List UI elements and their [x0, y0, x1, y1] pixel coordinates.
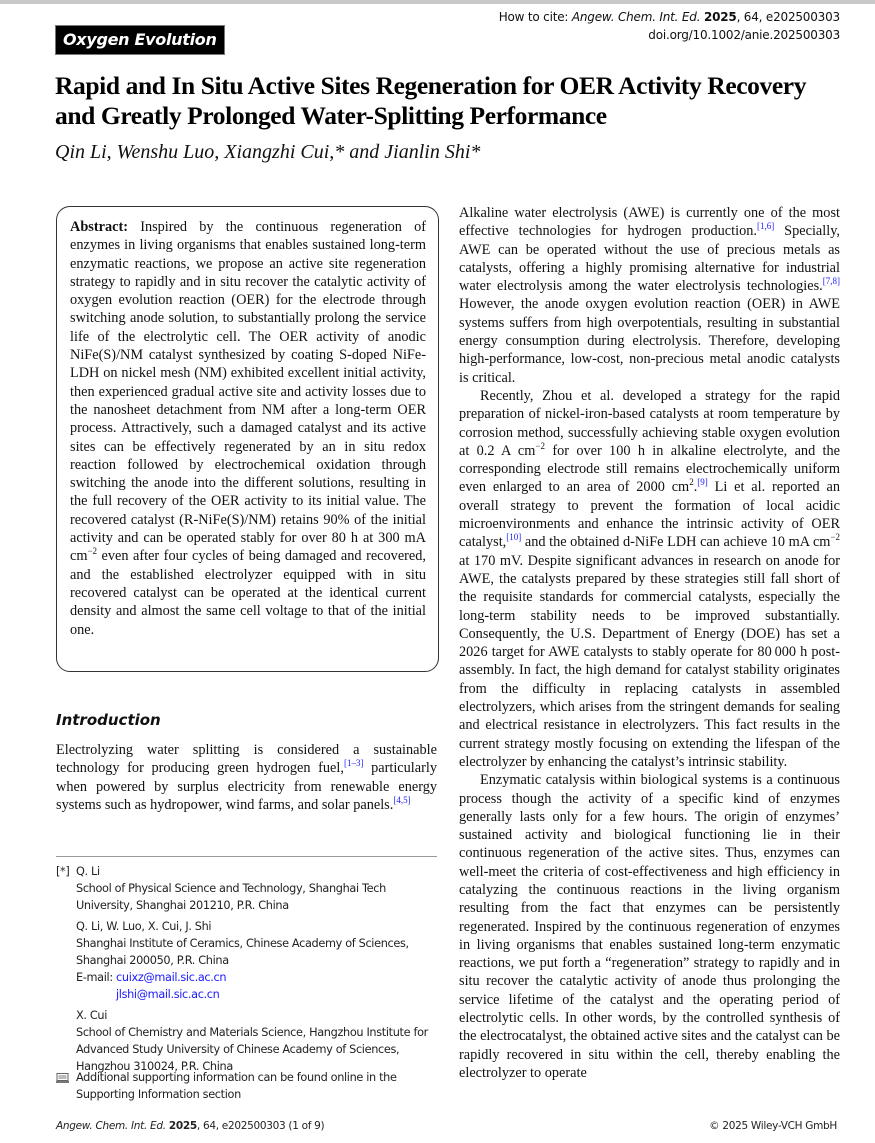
- right-column-body: [459, 204, 840, 1082]
- affiliation-1: Q. Li School of Physical Science and Technology, Shanghai Tech University, Shanghai 201210, P.R. China: [76, 865, 386, 912]
- email-link[interactable]: jlshi@mail.sic.ac.cn: [116, 988, 220, 1001]
- computer-monitor-icon: [56, 1073, 69, 1083]
- reference-link[interactable]: [7,8]: [822, 276, 840, 287]
- body-paragraph: Recently, Zhou et al. developed a strategy for the rapid preparation of nickel-iron-based catalysts at room temperature by corrosion method, successfully achieving stable oxygen evolution at 0.2 A $cm^{-2}$ for over 100 h in alkaline electrolyte, and the corresponding electrode still remains electrochemically uniform even enlarged to an area of 2000 $cm^2.[9]$ Li et al. reported an overall strategy to prevent the formation of local acidic microenvironments and enhance the intrinsic activity of OER catalyst,[10] and the obtained d-NiFe LDH can achieve 10 mA $cm^{-2}$ at 170 mV. Despite significant advances in research on anode for AWE, the catalysts prepared by these strategies still fall short of the requisite standards for commercial catalysts, especially the long-term stability needs to be improved substantially. Consequently, the U.S. Department of Energy (DOE) has set a 2026 target for AWE catalysts to stably operate for 80 000 h post-assembly. In fact, the high demand for catalyst stability originates from the difficulty in replacing catalysts in assembled electrolyzers, which arises from the stringent demands for sealing and electrical resistance in electrolyzers. This fact results in the current strategy mostly focusing on extending the lifespan of the electrolyzer by enhancing the catalyst’s intrinsic stability.: [459, 387, 841, 770]
- affiliation-3: X. Cui School of Chemistry and Materials Science, Hangzhou Institute for Advanced Study University of Chinese Academy of Sciences, Hangzhou 310024, P.R. China: [76, 1009, 428, 1073]
- top-bar: [0, 0, 875, 4]
- affiliations: [56, 863, 446, 1079]
- introduction-heading: Introduction: [56, 711, 161, 729]
- reference-link[interactable]: [10]: [506, 532, 522, 543]
- reference-link[interactable]: [9]: [697, 477, 708, 488]
- affiliation-2: Q. Li, W. Luo, X. Cui, J. Shi Shanghai Institute of Ceramics, Chinese Academy of Sciences, Shanghai 200050, P.R. China E-mail: cuixz@mail.sic.ac.cn jlshi@mail.sic.ac.cn: [76, 920, 409, 1001]
- author-list: Qin Li, Wenshu Luo, Xiangzhi Cui,* and Jianlin Shi*: [55, 141, 481, 163]
- supporting-info-note[interactable]: Additional supporting information can be found online in the Supporting Information section: [56, 1069, 446, 1103]
- introduction-paragraph: Electrolyzing water splitting is considered a sustainable technology for producing green hydrogen fuel,[1–3] particularly when powered by surplus electricity from renewable energy systems such as hydropower, wind farms, and solar panels.[4,5]: [56, 742, 437, 813]
- corresponding-marker: [*]: [56, 865, 70, 878]
- footer-citation: Angew. Chem. Int. Ed. 2025, 64, e202500303 (1 of 9): [56, 1120, 325, 1132]
- abstract-text: Abstract: Inspired by the continuous regeneration of enzymes in living organisms that enables sustained long-term enzymatic reactions, we propose an active site regeneration strategy to rapidly and in situ recover the catalytic activity of oxygen evolution reaction (OER) for the electrode through switching anode solution, to substantially prolong the service life of the electrolytic cell. The OER activity of anodic NiFe(S)/NM catalyst synthesized by coating S-doped NiFe-LDH on nickel mesh (NM) exhibited excellent initial activity, then experienced gradual active site and activity losses due to the nanosheet detachment from NM after a long-term OER process. Attractively, such a damaged catalyst and its active sites can be effectively regenerated by an in situ redox reaction followed by electrochemical oxidation through switching the anode into the different solutions, resulting in the full recovery of the OER activity to its initial value. The recovered catalyst (R-NiFe(S)/NM) retains 90% of the initial activity and can be operated stably for over 80 h at 300 mA $cm^{-2}$ even after four cycles of being damaged and recovered, and the established electrolyzer equipped with in situ recovered catalyst can be operated at the identical current density and almost the same cell voltage to that of the initial one.: [70, 219, 426, 638]
- body-paragraph: Alkaline water electrolysis (AWE) is currently one of the most effective technologies for hydrogen production.[1,6] Specially, AWE can be operated without the use of precious metals as catalysts, offering a highly promising alternative for industrial water electrolysis among the water electrolysis technologies.[7,8] However, the anode oxygen evolution reaction (OER) in AWE systems suffers from high overpotentials, resulting in substantial energy consumption during electrolysis. Therefore, developing high-performance, low-cost, non-precious metal anodic catalysts is critical.: [459, 205, 841, 386]
- email-link[interactable]: cuixz@mail.sic.ac.cn: [116, 971, 227, 984]
- reference-link[interactable]: [4,5]: [393, 794, 411, 805]
- body-paragraph: Enzymatic catalysis within biological systems is a continuous process though the activity of a specific kind of enzymes generally lasts only for a few hours. The origin of enzymes’ sustained activity and biological functioning lie in their continuous regeneration of the active sites. Thus, enzymes can well-meet the criteria of cost-effectiveness and high efficiency in catalyzing the continuous reactions in the living organism resulting from the fact that enzymes can be persistently regenerated. Inspired by the continuous regeneration of enzymes in living organisms that enables sustained long-term enzymatic reactions, we put forth a “regeneration” strategy to rapidly and in situ recover the catalytic activity of anode thus prolonging the service lifetime of the catalyst and the operating period of electrolytic cells. In other words, by the controlled synthesis of the electrocatalyst, the obtained active sites and the catalyst can be rapidly recovered in situ within the cell, thereby enabling the electrolyzer to operate: [459, 772, 840, 1081]
- how-to-cite: How to cite: Angew. Chem. Int. Ed. 2025, 64, e202500303: [498, 10, 840, 24]
- reference-link[interactable]: [1–3]: [343, 758, 364, 769]
- footnote-divider: [56, 856, 437, 857]
- abstract-box: [56, 206, 439, 672]
- article-title: Rapid and In Situ Active Sites Regeneration for OER Activity Recovery and Greatly Prolonged Water-Splitting Performance: [55, 71, 807, 130]
- section-tag: Oxygen Evolution: [55, 25, 225, 55]
- reference-link[interactable]: [1,6]: [756, 221, 775, 232]
- footer-copyright: © 2025 Wiley-VCH GmbH: [709, 1120, 837, 1132]
- doi-link[interactable]: doi.org/10.1002/anie.202500303: [648, 28, 840, 42]
- citation-block: [499, 8, 840, 44]
